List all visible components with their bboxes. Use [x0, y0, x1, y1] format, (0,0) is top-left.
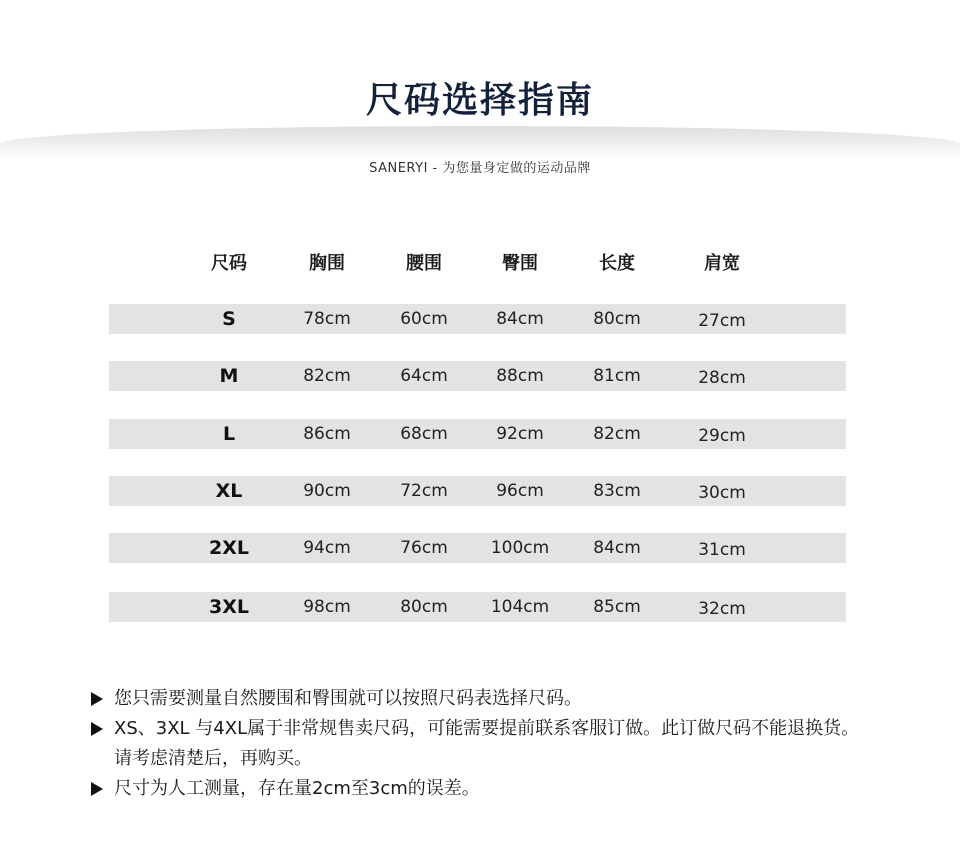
cell-length: 83cm: [593, 481, 641, 501]
cell-shoulder: 28cm: [698, 368, 746, 388]
cell-chest: 82cm: [303, 366, 351, 386]
cell-shoulder: 29cm: [698, 426, 746, 446]
note-item: [90, 774, 930, 804]
cell-length: 80cm: [593, 309, 641, 329]
cell-waist: 60cm: [400, 309, 448, 329]
cell-shoulder: 31cm: [698, 540, 746, 560]
cell-length: 82cm: [593, 424, 641, 444]
header-waist: 腰围: [406, 253, 442, 274]
cell-size: S: [222, 308, 236, 330]
title-divider-shadow: [0, 126, 960, 160]
cell-waist: 72cm: [400, 481, 448, 501]
cell-hip: 104cm: [490, 597, 550, 617]
cell-waist: 64cm: [400, 366, 448, 386]
note-text: XS、3XL 与4XL属于非常规售卖尺码，可能需要提前联系客服订做。此订做尺码不能退换货。: [114, 718, 860, 739]
cell-size: M: [219, 365, 239, 387]
header-hip: 臀围: [502, 253, 538, 274]
cell-chest: 94cm: [303, 538, 351, 558]
cell-length: 81cm: [593, 366, 641, 386]
note-item: [90, 714, 930, 744]
cell-hip: 100cm: [490, 538, 550, 558]
header-chest: 胸围: [309, 253, 345, 274]
page-title: 尺码选择指南: [365, 80, 594, 121]
triangle-bullet-icon: [91, 782, 103, 796]
notes-list: [90, 684, 930, 804]
header-length: 长度: [599, 253, 635, 274]
triangle-bullet-icon: [91, 722, 103, 736]
cell-shoulder: 30cm: [698, 483, 746, 503]
header-shoulder: 肩宽: [704, 253, 740, 274]
cell-hip: 88cm: [496, 366, 544, 386]
cell-size: 3XL: [209, 596, 249, 618]
cell-waist: 80cm: [400, 597, 448, 617]
note-text: 请考虑清楚后，再购买。: [114, 748, 312, 769]
cell-size: XL: [215, 480, 243, 502]
header-size: 尺码: [211, 253, 247, 274]
cell-chest: 90cm: [303, 481, 351, 501]
cell-size: 2XL: [209, 537, 249, 559]
note-item: [90, 684, 930, 714]
cell-chest: 78cm: [303, 309, 351, 329]
cell-hip: 84cm: [496, 309, 544, 329]
note-text: 您只需要测量自然腰围和臀围就可以按照尺码表选择尺码。: [114, 688, 582, 709]
cell-waist: 76cm: [400, 538, 448, 558]
cell-length: 85cm: [593, 597, 641, 617]
cell-chest: 98cm: [303, 597, 351, 617]
cell-shoulder: 27cm: [698, 311, 746, 331]
cell-hip: 92cm: [496, 424, 544, 444]
cell-chest: 86cm: [303, 424, 351, 444]
cell-length: 84cm: [593, 538, 641, 558]
cell-hip: 96cm: [496, 481, 544, 501]
note-text: 尺寸为人工测量，存在量2cm至3cm的误差。: [114, 778, 480, 799]
cell-shoulder: 32cm: [698, 599, 746, 619]
cell-waist: 68cm: [400, 424, 448, 444]
triangle-bullet-icon: [91, 692, 103, 706]
note-item-continued: [90, 744, 930, 774]
cell-size: L: [222, 423, 236, 445]
brand-subtitle: SANERYI - 为您量身定做的运动品牌: [369, 161, 591, 176]
